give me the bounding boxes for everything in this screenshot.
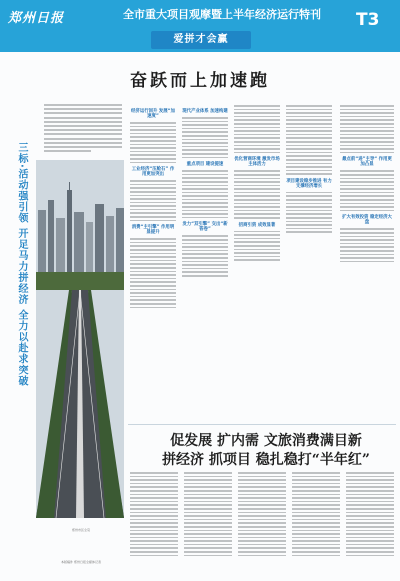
section-divider: [128, 424, 396, 425]
section-heading: 现代产业体系 加速构建: [182, 109, 228, 114]
footer-credit: 本版稿件 郑州日报全媒体记者: [61, 560, 101, 564]
article-column-4: [286, 105, 332, 425]
section-heading: 最点前“进”主导“ 作用更加凸显: [342, 157, 392, 168]
section-heading: 工业经济“压舱石” 作用更加突出: [131, 167, 175, 178]
page-header: [0, 0, 400, 52]
page-number: T3: [356, 10, 380, 30]
section-heading: 项目建设稳步推进 有力支撑经济增长: [286, 178, 332, 189]
article-column-5: [340, 105, 394, 425]
lower-headline-line-1: 促发展 扩内需 文旅消费满目新: [170, 433, 362, 449]
paper-logo: 郑州日报: [8, 11, 65, 26]
article-column-3: [234, 105, 280, 425]
section-heading: 优化营商环境 激发市场主体活力: [234, 157, 280, 168]
photo-caption: 郑州市区全景: [71, 528, 90, 532]
column-title: 爱拼才会赢: [173, 34, 229, 45]
section-heading: 招商引资 成效显著: [238, 222, 276, 228]
main-headline: 奋跃而上加速跑: [130, 71, 270, 91]
city-photo: [36, 160, 124, 518]
lower-headline-line-2: 拼经济 抓项目 稳扎稳打“半年红”: [162, 452, 370, 468]
special-issue-title: 全市重大项目观摩暨上半年经济运行特刊: [123, 8, 321, 21]
lower-headline: [138, 432, 394, 470]
section-heading: 经济运行回升 发展“加速度”: [131, 109, 175, 119]
intro-text: [44, 104, 122, 162]
section-heading: 消费“主引擎” 作用明显提升: [131, 225, 175, 236]
section-heading: 重点项目 建设提速: [186, 162, 224, 168]
article-column-1: [130, 105, 176, 425]
section-heading: 发力“双引擎” 交出“新答卷”: [182, 222, 228, 233]
article-column-2: [182, 105, 228, 425]
lower-article: [130, 472, 396, 572]
vertical-slogan: 三标·活动强引领 开足马力拼经济 全力以赴求突破: [16, 142, 27, 387]
section-heading: 扩大有效投资 稳定经济大盘: [342, 215, 392, 226]
